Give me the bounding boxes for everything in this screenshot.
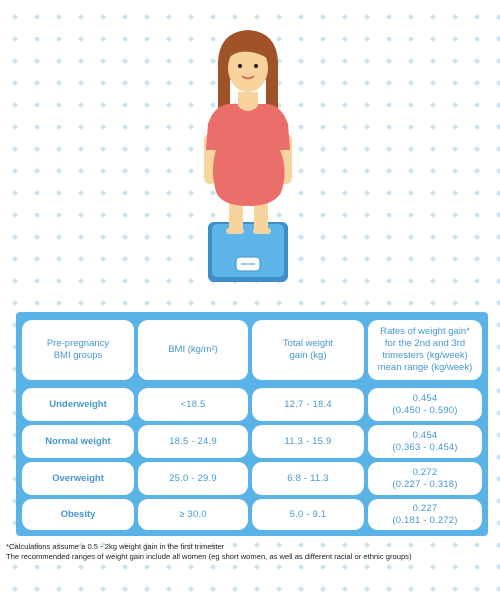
row-group-label: Normal weight	[45, 435, 111, 447]
table-row-gain	[252, 462, 364, 495]
table-row-group	[22, 499, 134, 530]
weighing-scale-icon	[208, 222, 288, 282]
header-total-gain-label: Total weight gain (kg)	[282, 338, 334, 361]
header-total-gain	[252, 320, 364, 380]
row-bmi-value: 18.5 - 24.9	[169, 435, 217, 447]
row-group-label: Obesity	[60, 508, 96, 520]
header-bmi-group	[22, 320, 134, 380]
row-gain-value: 6.8 - 11.3	[287, 472, 329, 484]
header-rates-line1: Rates of weight gain*	[380, 326, 470, 337]
weight-gain-table	[16, 312, 488, 536]
header-rates	[368, 320, 482, 380]
row-gain-value: 12.7 - 18.4	[284, 398, 332, 410]
row-gain-value: 11.3 - 15.9	[284, 435, 332, 447]
row-rate-range: (0.363 - 0.454)	[392, 441, 458, 453]
table-row-group	[22, 425, 134, 458]
footnote-calculation: *Calculations assume a 0.5 - 2kg weight gain in the first trimester	[6, 542, 225, 551]
header-rates-line4: mean range (kg/week)	[377, 362, 473, 373]
table-row-rate	[368, 499, 482, 530]
row-rate-value: 0.272	[412, 466, 438, 478]
row-gain-value: 5.0 - 9.1	[289, 508, 327, 520]
row-rate-value: 0.227	[412, 502, 438, 514]
table-row-gain	[252, 425, 364, 458]
table-row-group	[22, 462, 134, 495]
row-bmi-value: <18.5	[180, 398, 206, 410]
header-rates-line2: for the 2nd and 3rd	[384, 338, 466, 349]
table-row-gain	[252, 499, 364, 530]
row-group-label: Underweight	[49, 398, 107, 410]
row-rate-range: (0.450 - 0.590)	[392, 404, 458, 416]
table-row-bmi	[138, 388, 248, 421]
header-bmi	[138, 320, 248, 380]
table-row-gain	[252, 388, 364, 421]
pregnant-woman-icon	[204, 30, 292, 234]
header-rates-line3: trimesters (kg/week)	[382, 350, 468, 361]
row-rate-range: (0.227 - 0.318)	[392, 478, 458, 490]
table-row-rate	[368, 425, 482, 458]
header-bmi-label: BMI (kg/m²)	[168, 344, 218, 355]
row-bmi-value: 25.0 - 29.9	[169, 472, 217, 484]
footnotes	[6, 542, 496, 562]
table-row-bmi	[138, 425, 248, 458]
row-group-label: Overweight	[52, 472, 104, 484]
table-row-rate	[368, 388, 482, 421]
row-rate-range: (0.181 - 0.272)	[392, 514, 458, 526]
table-row-bmi	[138, 462, 248, 495]
table-row-rate	[368, 462, 482, 495]
header-bmi-group-label: Pre-pregnancy BMI groups	[46, 338, 110, 361]
table-row-bmi	[138, 499, 248, 530]
row-rate-value: 0.454	[412, 429, 438, 441]
row-bmi-value: ≥ 30.0	[179, 508, 207, 520]
row-rate-value: 0.454	[412, 392, 438, 404]
table-row-group	[22, 388, 134, 421]
pregnant-woman-illustration	[0, 0, 500, 300]
footnote-recommended-ranges: The recommended ranges of weight gain include all women (eg short women, as well as different racial or ethnic groups)	[6, 552, 412, 561]
